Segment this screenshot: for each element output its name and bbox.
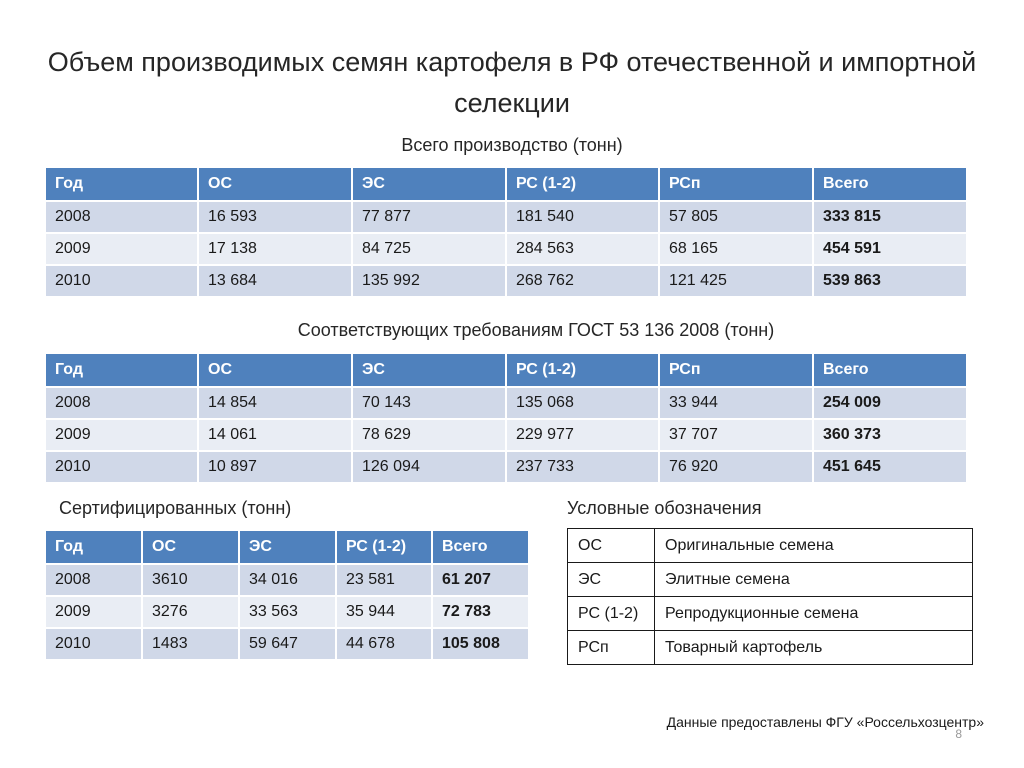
header-es: ЭС [352,167,506,201]
table-row [45,596,529,628]
legend-table [567,528,973,665]
gost-caption: Соответствующих требованиям ГОСТ 53 136 2008 (тонн) [297,320,775,340]
cell-total: 105 808 [432,628,529,660]
cell-os: 14 061 [198,419,352,451]
table-row [45,201,967,233]
cell-total: 254 009 [813,387,967,419]
cell-os: 10 897 [198,451,352,483]
legend-row [568,631,973,665]
cell-total: 539 863 [813,265,967,297]
table-header-row [45,353,967,387]
header-total: Всего [813,353,967,387]
cell-os: 3276 [142,596,239,628]
cell-rs: 44 678 [336,628,432,660]
table-row [45,387,967,419]
legend-code: ЭС [568,563,655,597]
cell-es: 135 992 [352,265,506,297]
header-year: Год [45,353,198,387]
table-row [45,451,967,483]
header-es: ЭС [239,530,336,564]
cell-year: 2009 [45,419,198,451]
header-os: ОС [198,353,352,387]
cell-es: 84 725 [352,233,506,265]
cell-es: 33 563 [239,596,336,628]
cell-year: 2009 [45,596,142,628]
header-es: ЭС [352,353,506,387]
legend-row [568,563,973,597]
page-number: 8 [955,727,962,741]
cell-year: 2008 [45,201,198,233]
table-row [45,419,967,451]
legend-meaning: Элитные семена [655,563,973,597]
legend-meaning: Репродукционные семена [655,597,973,631]
legend-code: РС (1-2) [568,597,655,631]
cell-os: 13 684 [198,265,352,297]
header-total: Всего [813,167,967,201]
cell-rs: 23 581 [336,564,432,596]
legend-code: РСп [568,631,655,665]
cell-rs: 284 563 [506,233,659,265]
cell-os: 16 593 [198,201,352,233]
cell-os: 3610 [142,564,239,596]
data-source-note: Данные предоставлены ФГУ «Россельхозцентр» [666,714,984,730]
cell-year: 2008 [45,564,142,596]
total-production-caption: Всего производство (тонн) [401,135,623,155]
cell-rsp: 121 425 [659,265,813,297]
cell-rsp: 68 165 [659,233,813,265]
header-total: Всего [432,530,529,564]
table-header-row [45,167,967,201]
cell-total: 360 373 [813,419,967,451]
header-rs: РС (1-2) [506,167,659,201]
cell-es: 34 016 [239,564,336,596]
cell-es: 70 143 [352,387,506,419]
cell-es: 77 877 [352,201,506,233]
cell-rsp: 37 707 [659,419,813,451]
cell-rs: 35 944 [336,596,432,628]
gost-table [44,352,968,484]
cell-total: 451 645 [813,451,967,483]
cell-os: 17 138 [198,233,352,265]
cell-rs: 181 540 [506,201,659,233]
legend-meaning: Товарный картофель [655,631,973,665]
cell-year: 2009 [45,233,198,265]
cell-total: 333 815 [813,201,967,233]
header-rsp: РСп [659,167,813,201]
cell-rsp: 76 920 [659,451,813,483]
cell-rsp: 57 805 [659,201,813,233]
table-row [45,233,967,265]
legend-caption: Условные обозначения [567,498,762,518]
header-rsp: РСп [659,353,813,387]
legend-row [568,597,973,631]
cell-es: 59 647 [239,628,336,660]
header-os: ОС [198,167,352,201]
table-row [45,564,529,596]
cell-year: 2010 [45,628,142,660]
cell-rsp: 33 944 [659,387,813,419]
table-row [45,265,967,297]
certified-caption: Сертифицированных (тонн) [59,498,292,518]
table-row [45,628,529,660]
cell-year: 2010 [45,265,198,297]
header-os: ОС [142,530,239,564]
cell-os: 1483 [142,628,239,660]
cell-total: 61 207 [432,564,529,596]
cell-rs: 229 977 [506,419,659,451]
cell-year: 2008 [45,387,198,419]
cell-es: 126 094 [352,451,506,483]
header-year: Год [45,167,198,201]
cell-rs: 135 068 [506,387,659,419]
header-year: Год [45,530,142,564]
certified-table [44,529,530,661]
cell-rs: 237 733 [506,451,659,483]
slide-title: Объем производимых семян картофеля в РФ отечественной и импортной селекции [47,47,977,118]
cell-year: 2010 [45,451,198,483]
cell-total: 454 591 [813,233,967,265]
cell-total: 72 783 [432,596,529,628]
legend-meaning: Оригинальные семена [655,529,973,563]
legend-code: ОС [568,529,655,563]
legend-row [568,529,973,563]
cell-es: 78 629 [352,419,506,451]
header-rs: РС (1-2) [506,353,659,387]
table-header-row [45,530,529,564]
cell-os: 14 854 [198,387,352,419]
total-production-table [44,166,968,298]
header-rs: РС (1-2) [336,530,432,564]
cell-rs: 268 762 [506,265,659,297]
